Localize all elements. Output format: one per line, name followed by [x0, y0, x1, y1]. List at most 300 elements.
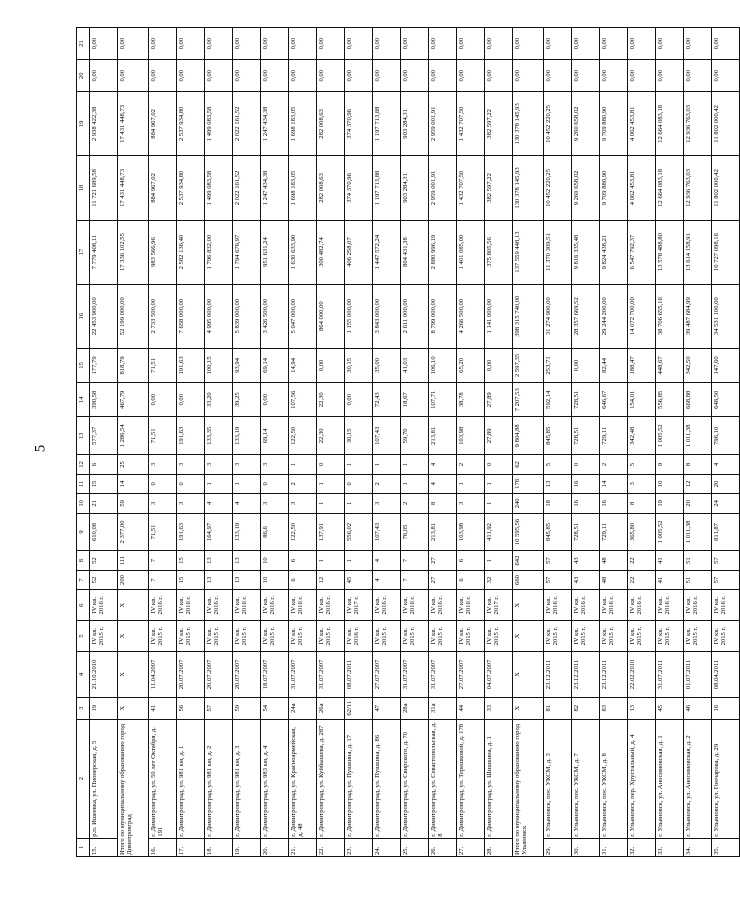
table-cell: 107,71	[429, 383, 457, 417]
table-cell: 12	[317, 570, 345, 589]
table-cell: 0,00	[712, 60, 740, 92]
table-cell: 1	[317, 474, 345, 493]
table-cell: 13 578 488,80	[656, 220, 684, 284]
table-cell: 71,51	[149, 348, 177, 382]
table-cell: 13	[233, 551, 261, 570]
table-cell: 10 727 098,16	[712, 220, 740, 284]
table-cell: 0,00	[485, 28, 513, 60]
table-cell: 0	[317, 455, 345, 474]
table-cell: 729,11	[600, 513, 628, 551]
table-cell: 1	[401, 474, 429, 493]
table-cell: 44	[457, 697, 485, 719]
table-cell: 86,6	[261, 513, 289, 551]
table-cell: 7 207,53	[513, 383, 544, 417]
table-cell: 25	[118, 455, 149, 474]
table-cell: 133,19	[233, 513, 261, 551]
table-cell: 390,58	[90, 383, 118, 417]
table-cell: 71,51	[149, 417, 177, 455]
table-cell: 14 072 700,00	[628, 284, 656, 348]
table-cell: 01.07.2011	[684, 652, 712, 698]
table-cell: 0,00	[628, 28, 656, 60]
table-cell: IV кв. 2016 г.	[401, 590, 429, 621]
house-address: г. Димитровград, ул. 981 км, д. 2	[205, 719, 233, 838]
table-cell: 0,00	[177, 383, 205, 417]
table-cell: 106,10	[429, 348, 457, 382]
table-cell: 2	[289, 474, 317, 493]
subtotal-label: Итого по муниципальному образованию город Ульяновск	[513, 719, 544, 856]
house-address: г. Димитровград, ул. 981 км, д. 1	[177, 719, 205, 838]
column-number-header: 7	[77, 570, 90, 589]
table-cell: 9 260 658,02	[572, 156, 600, 220]
table-cell: 1 499 083,58	[205, 156, 233, 220]
table-cell: 4 062 453,81	[628, 156, 656, 220]
table-cell: IV кв. 2016 г.	[261, 590, 289, 621]
table-cell: 1	[345, 494, 373, 513]
table-cell: 12 936 763,03	[684, 92, 712, 156]
table-cell: 374 370,96	[345, 92, 373, 156]
table-cell: 1 499 083,58	[205, 92, 233, 156]
table-cell: 93,94	[233, 348, 261, 382]
table-cell: 7	[401, 570, 429, 589]
house-address: г. Ульяновск, пос. УКСМ, д. 7	[572, 719, 600, 838]
table-cell: 45	[656, 697, 684, 719]
table-cell: 0,00	[572, 60, 600, 92]
house-address: г. Димитровград, ул. Куйбышева, д. 287	[317, 719, 345, 838]
table-cell: 31.07.2007	[289, 652, 317, 698]
house-address: г. Ульяновск, пос. УКСМ, д. 3	[544, 719, 572, 838]
table-cell: 0,00	[712, 28, 740, 60]
table-cell: 382 597,22	[485, 156, 513, 220]
table-cell: 11 802 000,42	[712, 92, 740, 156]
table-cell: 31.07.2011	[656, 652, 684, 698]
table-cell: 1 796 832,00	[205, 220, 233, 284]
table-row	[233, 28, 261, 857]
table-cell: 21.10.2010	[90, 652, 118, 698]
table-cell: 660	[513, 570, 544, 589]
table-cell: 4	[373, 551, 401, 570]
table-cell: 18	[544, 494, 572, 513]
table-cell: 0	[485, 455, 513, 474]
table-cell: IV кв. 2015 г.	[373, 621, 401, 652]
table-cell: 08.04.2011	[712, 652, 740, 698]
table-cell: 0,00	[572, 348, 600, 382]
table-cell: 903 284,31	[401, 156, 429, 220]
table-cell: 1	[485, 551, 513, 570]
table-cell: 9 824 438,21	[600, 220, 628, 284]
row-number: 20.	[261, 838, 289, 856]
table-cell: 0,00	[149, 60, 177, 92]
table-cell: IV кв. 2015 г.	[289, 621, 317, 652]
table-cell: 2 959 001,91	[429, 92, 457, 156]
table-cell: 3	[149, 494, 177, 513]
table-cell: 0,00	[289, 28, 317, 60]
table-cell: 12 664 083,18	[656, 156, 684, 220]
house-address: г. Димитровград, ул. Красноармейская, д. 48	[289, 719, 317, 838]
table-cell: 57	[544, 570, 572, 589]
table-row	[317, 28, 345, 857]
table-cell: 2 959 001,91	[429, 156, 457, 220]
table-row	[684, 28, 712, 857]
table-cell: 0,00	[205, 60, 233, 92]
table-cell: 0,00	[513, 28, 544, 60]
table-cell: 17 431 448,73	[118, 92, 149, 156]
table-cell: 728,51	[572, 383, 600, 417]
table-cell: 2 537 934,80	[177, 156, 205, 220]
table-cell: 0,00	[513, 60, 544, 92]
table-cell: 57	[712, 570, 740, 589]
table-cell: 28а	[401, 697, 429, 719]
table-cell: 668,88	[684, 383, 712, 417]
table-cell: IV кв. 2016 г.	[205, 590, 233, 621]
table-cell: 20.07.2007	[233, 652, 261, 698]
table-cell: 9 816 335,48	[572, 220, 600, 284]
table-cell: 2 597,35	[513, 348, 544, 382]
table-cell: 3 843 000,00	[373, 284, 401, 348]
table-cell: 0,00	[684, 28, 712, 60]
column-number-header: 11	[77, 474, 90, 493]
table-cell: 5 047 000,00	[289, 284, 317, 348]
table-cell: 57	[712, 551, 740, 570]
table-cell: 59,70	[401, 417, 429, 455]
table-cell: 122,50	[289, 513, 317, 551]
table-cell: 20.07.2007	[177, 652, 205, 698]
table-cell: 983 566,96	[149, 220, 177, 284]
table-cell: 18.07.2007	[261, 652, 289, 698]
table-cell: 300 482,74	[317, 220, 345, 284]
table-cell: IV кв. 2015 г.	[712, 621, 740, 652]
rotated-table-container	[76, 27, 728, 857]
table-cell: 15	[177, 551, 205, 570]
table-cell: 22,30	[317, 383, 345, 417]
table-cell: 1 011,38	[684, 513, 712, 551]
table-cell: 0,00	[457, 28, 485, 60]
table-cell: 7	[149, 551, 177, 570]
table-cell: 11.04.2007	[149, 652, 177, 698]
table-cell: 610,08	[90, 513, 118, 551]
column-number-header: 19	[77, 92, 90, 156]
table-cell: Х	[118, 652, 149, 698]
row-number: 29.	[544, 838, 572, 856]
table-cell: 178	[513, 474, 544, 493]
table-cell: 0,00	[118, 60, 149, 92]
house-address: г. Димитровград, ул. 981 км, д. 3	[233, 719, 261, 838]
table-cell: Х	[118, 590, 149, 621]
table-cell: 365,80	[628, 513, 656, 551]
house-address: г. Димитровград, ул. Свирского, д. 70	[401, 719, 429, 838]
table-cell: 253,71	[544, 348, 572, 382]
table-cell: 82	[572, 697, 600, 719]
table-cell: 107,43	[373, 417, 401, 455]
house-address: г. Ульяновск, ул. Аносимовская, д. 1	[656, 719, 684, 838]
table-row	[261, 28, 289, 857]
table-cell: 0	[261, 474, 289, 493]
column-number-header: 3	[77, 697, 90, 719]
table-cell: IV кв. 2016 г.	[373, 590, 401, 621]
table-cell: 0,00	[289, 60, 317, 92]
table-cell: 2 377,00	[118, 513, 149, 551]
house-address: г. Димитровград, ул. Терешковой, д. 178	[457, 719, 485, 838]
table-cell: IV кв. 2016 г.	[345, 621, 373, 652]
table-cell: 4	[429, 455, 457, 474]
column-number-header: 5	[77, 621, 90, 652]
table-cell: 648,50	[712, 383, 740, 417]
table-cell: 47	[373, 697, 401, 719]
table-cell: 41	[656, 551, 684, 570]
table-cell: 24а	[289, 697, 317, 719]
table-cell: 1	[289, 455, 317, 474]
table-cell: 0,00	[429, 60, 457, 92]
table-row	[401, 28, 429, 857]
table-cell: 1	[345, 455, 373, 474]
table-cell: 0	[572, 455, 600, 474]
table-cell: IV кв. 2016 г.	[656, 590, 684, 621]
table-cell: 1	[485, 474, 513, 493]
table-row	[628, 28, 656, 857]
table-cell: 0,00	[261, 28, 289, 60]
table-cell: 191,63	[177, 513, 205, 551]
table-cell: 22 453 900,00	[90, 284, 118, 348]
table-cell: 46	[684, 697, 712, 719]
table-cell: 804 431,38	[401, 220, 429, 284]
table-cell: 411,92	[485, 513, 513, 551]
table-cell: 13 614 158,91	[684, 220, 712, 284]
table-cell: 642	[513, 551, 544, 570]
table-cell: 13	[205, 551, 233, 570]
table-cell: 82,44	[600, 348, 628, 382]
table-cell: 4 062 453,81	[628, 92, 656, 156]
table-row	[429, 28, 457, 857]
table-cell: 10	[656, 474, 684, 493]
table-cell: 0,00	[457, 60, 485, 92]
table-cell: 3	[177, 494, 205, 513]
table-cell: 6	[457, 551, 485, 570]
table-cell: IV кв. 2016 г.	[233, 590, 261, 621]
table-row	[373, 28, 401, 857]
table-cell: 1 698 183,05	[289, 156, 317, 220]
table-cell: 11 370 309,51	[544, 220, 572, 284]
table-cell: 5	[628, 455, 656, 474]
table-cell: 903 284,31	[401, 92, 429, 156]
table-cell: 56	[177, 697, 205, 719]
row-number: 26.	[429, 838, 457, 856]
table-cell: 592,14	[544, 383, 572, 417]
table-cell: 10 452 220,25	[544, 92, 572, 156]
table-cell: 0,00	[485, 60, 513, 92]
table-cell: 43	[572, 570, 600, 589]
table-cell: 6	[457, 570, 485, 589]
table-cell: 4	[373, 570, 401, 589]
table-cell: 3	[628, 474, 656, 493]
table-cell: IV кв. 2016 г.	[317, 590, 345, 621]
table-cell: IV кв. 2015 г.	[149, 621, 177, 652]
table-cell: 200	[118, 570, 149, 589]
table-cell: 31.07.2007	[317, 652, 345, 698]
table-cell: 100,15	[205, 348, 233, 382]
table-cell: 375 805,56	[485, 220, 513, 284]
table-cell: 2 022 161,52	[233, 156, 261, 220]
table-cell: 16	[600, 494, 628, 513]
table-cell: 38 706 655,16	[656, 284, 684, 348]
row-number: 31.	[600, 838, 628, 856]
table-cell: 69,14	[261, 348, 289, 382]
table-cell: IV кв. 2015 г.	[401, 621, 429, 652]
table-cell: 14	[600, 474, 628, 493]
table-cell: 10	[261, 551, 289, 570]
table-cell: 12 664 083,18	[656, 92, 684, 156]
table-cell: 30,15	[345, 417, 373, 455]
column-number-header: 18	[77, 156, 90, 220]
table-cell: 448,67	[656, 348, 684, 382]
row-number: 32.	[628, 838, 656, 856]
table-cell: 0,00	[149, 383, 177, 417]
column-number-header: 12	[77, 455, 90, 474]
table-row	[656, 28, 684, 857]
row-number: 33.	[656, 838, 684, 856]
table-cell: 0,00	[656, 28, 684, 60]
table-cell: 1	[457, 474, 485, 493]
table-cell: 0,00	[684, 60, 712, 92]
table-cell: 22	[628, 570, 656, 589]
table-cell: 20.07.2007	[205, 652, 233, 698]
table-cell: 3	[261, 494, 289, 513]
table-cell: 22	[628, 551, 656, 570]
table-cell: 0,00	[345, 60, 373, 92]
table-row	[485, 28, 513, 857]
table-cell: 8	[684, 455, 712, 474]
house-address: г. Димитровград, ул. Пушкина, д. 86	[373, 719, 401, 838]
column-number-header: 21	[77, 28, 90, 60]
table-cell: 406 258,07	[345, 220, 373, 284]
table-cell: 59	[118, 494, 149, 513]
table-cell: Х	[118, 621, 149, 652]
table-cell: 342,50	[684, 348, 712, 382]
table-cell: Х	[513, 590, 544, 621]
table-cell: IV кв. 2016 г.	[544, 590, 572, 621]
table-cell: IV кв. 2016 г.	[149, 590, 177, 621]
table-cell: 72,43	[373, 383, 401, 417]
table-cell: 9 709 880,90	[600, 156, 628, 220]
table-cell: IV кв. 2016 г.	[457, 590, 485, 621]
table-row	[600, 28, 628, 857]
table-cell: 729,11	[600, 417, 628, 455]
table-cell: 45	[345, 570, 373, 589]
table-cell: 1 197 713,88	[373, 156, 401, 220]
table-cell: 796,10	[712, 417, 740, 455]
table-cell: 845,85	[544, 513, 572, 551]
table-cell: 2	[401, 494, 429, 513]
table-cell: 577,37	[90, 417, 118, 455]
table-cell: 51	[684, 551, 712, 570]
table-cell: 20	[684, 494, 712, 513]
table-cell: 13	[628, 697, 656, 719]
table-cell: 1 155 000,00	[345, 284, 373, 348]
table-cell: 28 357 669,52	[572, 284, 600, 348]
table-cell: 111	[118, 551, 149, 570]
table-cell: 3 426 500,00	[261, 284, 289, 348]
house-address: г. Ульяновск, ул. Гончарова, д. 29	[712, 719, 740, 838]
table-cell: 52	[90, 551, 118, 570]
table-row	[205, 28, 233, 857]
table-cell: 213,81	[429, 513, 457, 551]
row-number: 15.	[90, 838, 118, 856]
table-cell: 1	[317, 494, 345, 513]
table-cell: 3	[289, 494, 317, 513]
table-cell: 0,00	[177, 28, 205, 60]
table-cell: 62	[513, 455, 544, 474]
table-cell: IV кв. 2015 г.	[233, 621, 261, 652]
table-cell: 51	[684, 570, 712, 589]
table-cell: 18,67	[401, 383, 429, 417]
table-cell: 1	[345, 551, 373, 570]
table-cell: 27.07.2007	[373, 652, 401, 698]
table-cell: 0,00	[90, 60, 118, 92]
table-cell: 12	[684, 474, 712, 493]
table-cell: 811,87	[712, 513, 740, 551]
table-cell: IV кв. 2015 г.	[317, 621, 345, 652]
table-cell: 1 197 713,88	[373, 92, 401, 156]
table-cell: 76,05	[401, 513, 429, 551]
table-cell: 1	[317, 551, 345, 570]
table-cell: Х	[513, 697, 544, 719]
house-address: г. Димитровград, ул. 983 км, д. 4	[261, 719, 289, 838]
row-number: 22.	[317, 838, 345, 856]
table-cell: 62/11	[345, 697, 373, 719]
table-cell: 9 709 880,90	[600, 92, 628, 156]
table-cell: 1 698 183,05	[289, 92, 317, 156]
table-cell: 282 008,63	[317, 92, 345, 156]
row-number: 18.	[205, 838, 233, 856]
table-cell: 52 199 000,00	[118, 284, 149, 348]
column-number-header: 8	[77, 551, 90, 570]
table-cell: 6	[90, 455, 118, 474]
table-cell: Х	[513, 621, 544, 652]
table-cell: 4	[429, 474, 457, 493]
table-cell: 0,00	[345, 383, 373, 417]
table-cell: 1	[233, 474, 261, 493]
table-cell: 1	[205, 474, 233, 493]
table-cell: IV кв. 2016 г.	[572, 590, 600, 621]
table-cell: 845,85	[544, 417, 572, 455]
column-number-header: 20	[77, 60, 90, 92]
column-number-header: 14	[77, 383, 90, 417]
table-row	[345, 28, 373, 857]
table-cell: 30,15	[345, 348, 373, 382]
table-cell: IV кв. 2015 г.	[457, 621, 485, 652]
table-cell: 1 432 707,50	[457, 92, 485, 156]
table-cell: 0,00	[118, 28, 149, 60]
table-cell: 342,48	[628, 417, 656, 455]
table-cell: 6 547 792,37	[628, 220, 656, 284]
table-cell: 191,63	[177, 348, 205, 382]
table-cell: 164,97	[205, 513, 233, 551]
table-cell: IV кв. 2015 г.	[485, 621, 513, 652]
table-cell: 48	[600, 570, 628, 589]
row-number: 28.	[485, 838, 513, 856]
table-cell: 8	[628, 494, 656, 513]
table-cell: IV кв. 2015 г.	[684, 621, 712, 652]
table-cell: 0,00	[90, 28, 118, 60]
table-cell: 1 401 085,00	[457, 220, 485, 284]
table-cell: 382 597,22	[485, 92, 513, 156]
table-cell: 3	[205, 455, 233, 474]
table-row	[544, 28, 572, 857]
table-cell: 818,79	[118, 348, 149, 382]
table-cell: 2 582 136,40	[177, 220, 205, 284]
table-cell: 11 721 689,58	[90, 156, 118, 220]
table-cell: 0,00	[317, 28, 345, 60]
table-cell: IV кв. 2015 г.	[628, 621, 656, 652]
table-cell: 0,00	[317, 60, 345, 92]
